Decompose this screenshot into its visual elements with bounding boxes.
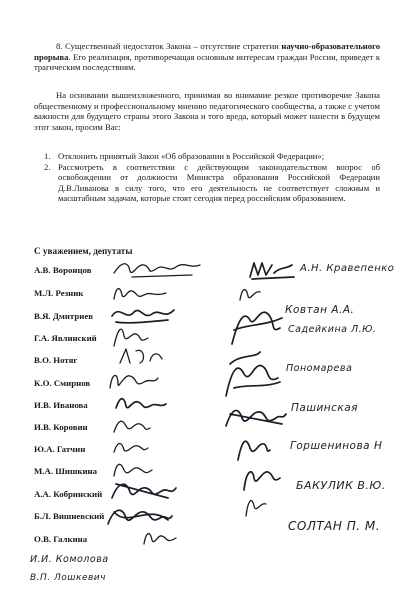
signature [112,392,170,414]
signature [110,436,152,456]
deputy-name: И.В. Иванова [34,400,88,410]
handwritten-name: Пашинская [291,402,358,414]
deputy-name: Б.Л. Вишневский [34,511,105,521]
handwritten-name: Пономарева [286,363,353,374]
signature [246,259,298,283]
handwritten-name: БАКУЛИК В.Ю. [296,479,386,492]
signature [116,345,168,367]
paragraph-basis: На основании вышеизложенного, принимая во внимание резкое противоречие Закона общественному и профессиональному мнению педагогического сообщества, а также с учетом важности для будущего страны этого Закона и того вреда, который может нанести в будущем этот закон, просим Вас: [34,90,380,132]
point-8-text-end: . Его реализация, противоречащая основным интересам граждан России, приведет к трагическим последствиям. [34,51,380,73]
deputy-name: М.А. Шишкина [34,466,98,476]
deputy-name: А.В. Воронцов [34,265,92,275]
request-item-2 [34,162,380,204]
greeting: С уважением, депутаты [34,246,133,256]
handwritten-name: Горшенинова Н [290,440,383,452]
deputy-name: К.О. Смирнов [34,378,91,388]
signature [238,460,282,494]
signature [112,257,202,281]
point-8-bold-phrase: научно-образовательного прорыва [34,41,380,62]
handwritten-name: Садейкина Л.Ю. [288,324,377,335]
handwritten-name: В.П. Лошкевич [30,573,106,583]
request-number: 2. [44,161,51,172]
handwritten-name: СОЛТАН П. М. [288,519,381,533]
request-item-1 [34,151,380,162]
signature [224,300,286,350]
deputy-name: А.А. Кобринский [34,489,103,499]
signature [232,430,272,464]
signature [240,490,270,520]
request-list [34,151,380,204]
signature [140,526,180,548]
deputy-name: Г.А. Явлинский [34,333,97,343]
deputy-name: М.Л. Резник [34,288,84,298]
request-text: Рассмотреть в соответствии с действующим законодательством вопрос об освобождении от должности Министра образования Российской Федерации Д.В.Ливанова в силу того, что его деятельность не соответствует сложным и масштабным задачам, которые стоят сегодня перед российским образованием. [58,161,380,204]
request-text: Отклонить принятый Закон «Об образовании в Российской Федерации»; [58,151,325,161]
handwritten-name: И.И. Комолова [30,554,109,565]
signature [110,281,170,303]
deputy-name: Ю.А. Гатчин [34,444,86,454]
deputy-name: В.О. Нотяг [34,355,78,365]
handwritten-name: Ковтан А.А. [285,304,355,316]
paragraph-point-8 [34,41,380,73]
request-number: 1. [44,151,51,161]
signature [110,414,154,436]
deputy-name: О.В. Галкина [34,534,88,544]
deputy-name: И.В. Коровин [34,422,88,432]
signature [220,348,284,402]
point-8-text: 8. Существенный недостаток Закона – отсутствие стратегии [56,41,282,51]
signature [106,368,162,392]
handwritten-name: А.Н. Кравепенко [300,263,395,274]
deputy-name: В.Я. Дмитриев [34,311,93,321]
signature [222,400,288,432]
